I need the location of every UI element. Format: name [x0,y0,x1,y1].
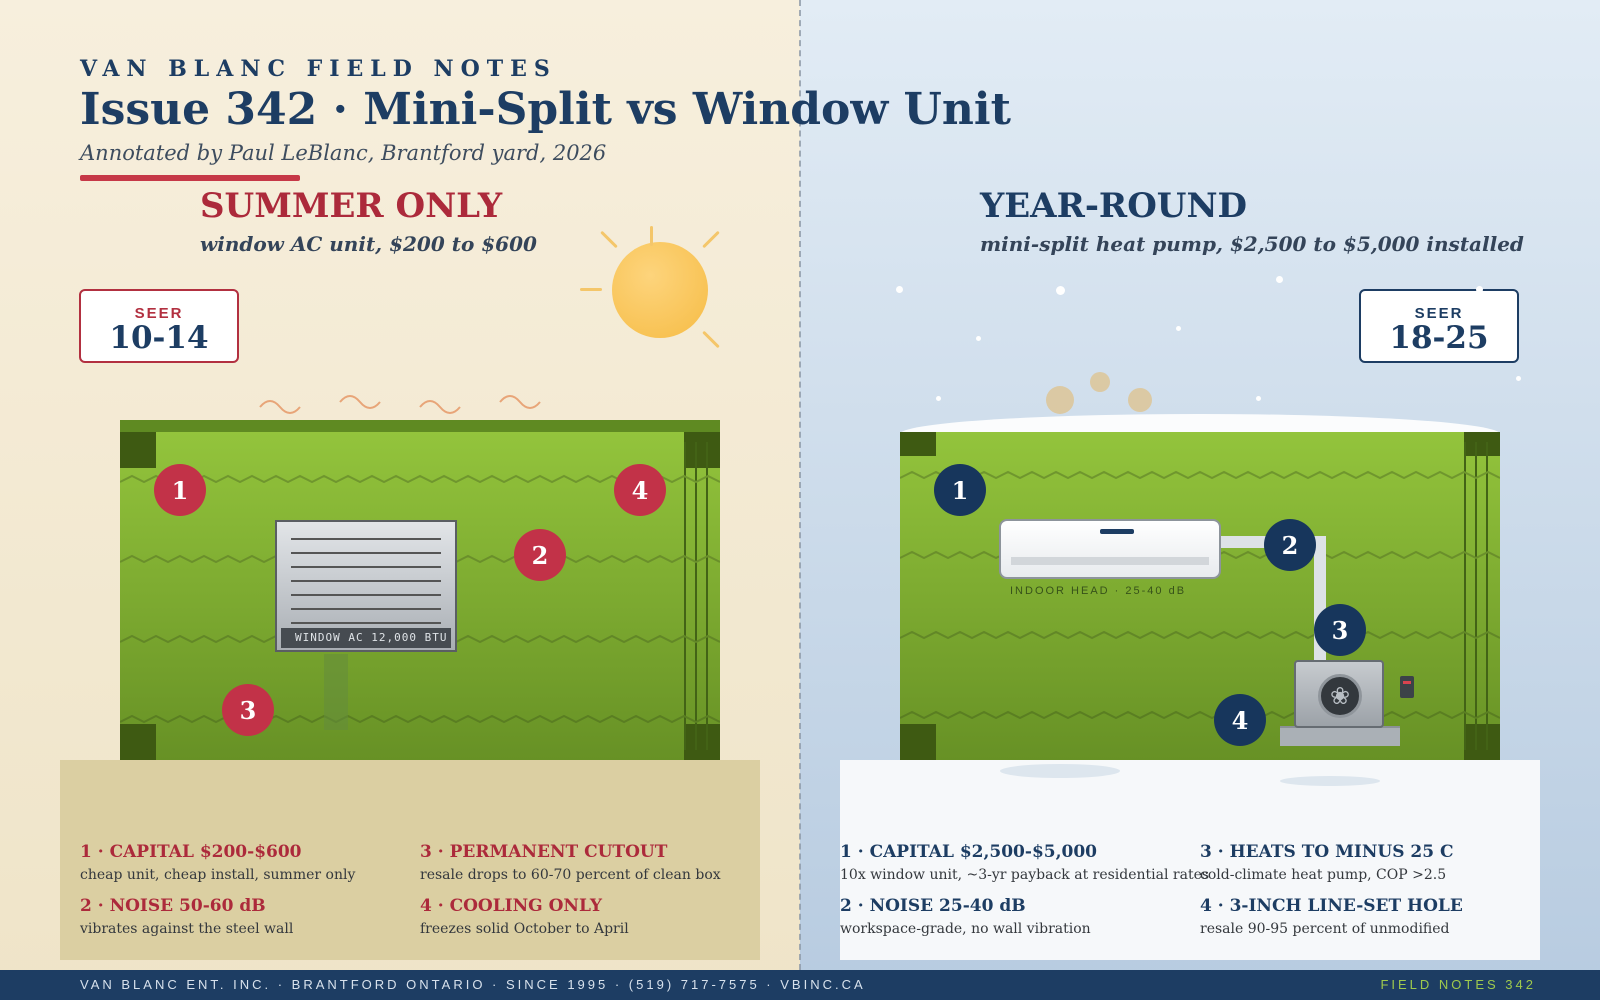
snowflake [976,336,981,341]
note-item [420,896,760,937]
note-desc: resale 90-95 percent of unmodified [1200,921,1450,937]
seer-label: SEER [134,305,184,322]
exhaust-puff [1128,388,1152,412]
note-title: 4 · 3-INCH LINE-SET HOLE [1200,896,1463,916]
snowflake [1176,326,1181,331]
disconnect-box [1400,676,1414,698]
yearround-heading-block [980,186,1524,256]
snow-drift [1280,776,1380,786]
note-item [1200,896,1540,937]
indoor-vent [1011,557,1209,565]
note-desc: cheap unit, cheap install, summer only [80,867,356,883]
note-title: 1 · CAPITAL $200-$600 [80,842,302,862]
yearround-subheading: mini-split heat pump, $2,500 to $5,000 installed [980,232,1524,256]
note-item [1200,842,1540,883]
note-title: 4 · COOLING ONLY [420,896,602,916]
snowflake [1256,396,1261,401]
vent-slat [291,552,441,554]
indoor-head-label: INDOOR HEAD · 25-40 dB [1010,585,1187,597]
note-title: 3 · HEATS TO MINUS 25 C [1200,842,1454,862]
window-ac-label: WINDOW AC 12,000 BTU [281,628,451,648]
seer-value: 10-14 [109,320,209,356]
outdoor-condenser [1294,660,1384,728]
note-desc: resale drops to 60-70 percent of clean box [420,867,721,883]
note-desc: freezes solid October to April [420,921,629,937]
byline: Annotated by Paul LeBlanc, Brantford yard, 2026 [80,141,607,165]
sun-ray [650,226,653,246]
note-desc: workspace-grade, no wall vibration [840,921,1091,937]
footer-issue: FIELD NOTES 342 [1380,977,1536,992]
seer-badge-minisplit [1359,289,1519,363]
masthead [80,56,1180,181]
exhaust-puff [1090,372,1110,392]
snowflake [896,286,903,293]
marker-2: 2 [1264,519,1316,571]
indoor-display [1100,529,1134,534]
note-desc: cold-climate heat pump, COP >2.5 [1200,867,1447,883]
marker-4: 4 [614,464,666,516]
indoor-head-unit [999,519,1221,579]
vent-slat [291,594,441,596]
snow-drift [1000,764,1120,778]
sun-ray [580,288,602,291]
note-item [840,896,1180,937]
note-title: 3 · PERMANENT CUTOUT [420,842,668,862]
note-title: 2 · NOISE 25-40 dB [840,896,1026,916]
marker-4: 4 [1214,694,1266,746]
seer-value: 18-25 [1389,320,1489,356]
marker-3: 3 [1314,604,1366,656]
note-item [80,842,420,883]
condensate-drip [324,654,348,730]
note-item [840,842,1210,883]
snowflake [1276,276,1283,283]
window-ac-unit [275,520,457,652]
footer-contact: VAN BLANC ENT. INC. · BRANTFORD ONTARIO · SINCE 1995 · (519) 717-7575 · VBINC.CA [80,977,866,992]
marker-1: 1 [154,464,206,516]
snowflake [1516,376,1521,381]
note-title: 2 · NOISE 50-60 dB [80,896,266,916]
marker-2: 2 [514,529,566,581]
snowflake [1476,286,1483,293]
kicker: VAN BLANC FIELD NOTES [80,56,557,82]
snowflake [936,396,941,401]
marker-3: 3 [222,684,274,736]
snowflake [1056,286,1065,295]
title-rule [80,175,300,181]
shipping-container-minisplit [900,432,1500,760]
fan-icon: ❀ [1318,674,1362,718]
vent-slat [291,580,441,582]
summer-heading-block [200,186,537,256]
marker-1: 1 [934,464,986,516]
corrugation [900,432,1500,760]
seer-badge-window [79,289,239,363]
summer-subheading: window AC unit, $200 to $600 [200,232,537,256]
note-desc: vibrates against the steel wall [80,921,294,937]
note-item [420,842,760,883]
vent-slat [291,622,441,624]
note-title: 1 · CAPITAL $2,500-$5,000 [840,842,1098,862]
vent-slat [291,538,441,540]
condenser-pad [1280,726,1400,746]
page-title: Issue 342 · Mini-Split vs Window Unit [80,84,1011,135]
note-desc: 10x window unit, ~3-yr payback at residential rates [840,867,1210,883]
vent-slat [291,566,441,568]
vent-slat [291,608,441,610]
summer-heading: SUMMER ONLY [200,186,503,226]
seer-label: SEER [1414,305,1464,322]
exhaust-puff [1046,386,1074,414]
footer-bar [0,970,1600,1000]
heat-waves [255,392,555,422]
yearround-heading: YEAR-ROUND [980,186,1248,226]
sun-icon [612,242,708,338]
note-item [80,896,420,937]
